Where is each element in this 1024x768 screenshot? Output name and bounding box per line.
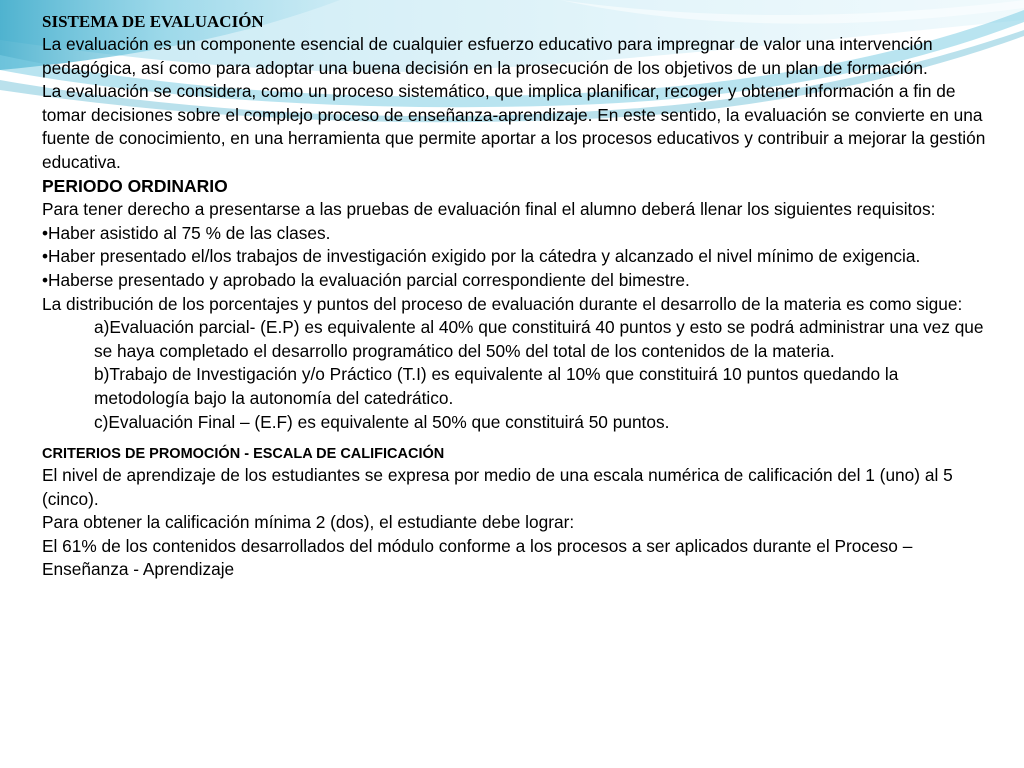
criterios-heading: CRITERIOS DE PROMOCIÓN - ESCALA DE CALIFICACIÓN bbox=[42, 446, 445, 463]
requisito-item: •Haberse presentado y aprobado la evaluación parcial correspondiente del bimestre. bbox=[42, 269, 690, 290]
requisito-item: •Haber asistido al 75 % de las clases. bbox=[42, 222, 331, 243]
distribucion-item-a: a)Evaluación parcial- (E.P) es equivalente al 40% que constituirá 40 puntos y esto se podrá administrar una vez que se haya completado el desarrollo programático del 50% del total de los contenidos de la materia. bbox=[94, 317, 984, 361]
distribucion-item-b: b)Trabajo de Investigación y/o Práctico (T.I) es equivalente al 10% que constituirá 10 puntos quedando la metodología bajo la autonomía del catedrático. bbox=[94, 364, 899, 408]
criterios-paragraph-3: El 61% de los contenidos desarrollados del módulo conforme a los procesos a ser aplicados durante el Proceso – Enseñanza - Aprendizaje bbox=[42, 535, 913, 580]
periodo-ordinario-heading: PERIODO ORDINARIO bbox=[42, 175, 228, 196]
distribucion-item-c: c)Evaluación Final – (E.F) es equivalente al 50% que constituirá 50 puntos. bbox=[94, 411, 670, 432]
criterios-paragraph-1: El nivel de aprendizaje de los estudiantes se expresa por medio de una escala numérica de calificación del 1 (uno) al 5 (cinco). bbox=[42, 465, 953, 509]
intro-paragraph-2: La evaluación se considera, como un proceso sistemático, que implica planificar, recoger y obtener información a fin de tomar decisiones sobre el complejo proceso de enseñanza-aprendizaje. En este sentido, la evaluación se convierte en una fuente de conocimiento, en una herramienta que permite aportar a los procesos educativos y contribuir a mejorar la gestión educativa. bbox=[42, 81, 986, 172]
distribucion-paragraph: La distribución de los porcentajes y puntos del proceso de evaluación durante el desarrollo de la materia es como sigue: bbox=[42, 293, 963, 314]
requisito-item: •Haber presentado el/los trabajos de investigación exigido por la cátedra y alcanzado el nivel mínimo de exigencia. bbox=[42, 246, 921, 267]
page-title: SISTEMA DE EVALUACIÓN bbox=[42, 12, 264, 31]
criterios-paragraph-2: Para obtener la calificación mínima 2 (dos), el estudiante debe lograr: bbox=[42, 512, 575, 533]
intro-paragraph-1: La evaluación es un componente esencial de cualquier esfuerzo educativo para impregnar de valor una intervención pedagógica, así como para adoptar una buena decisión en la prosecución de los objetivos de un plan de formación. bbox=[42, 34, 933, 78]
slide-body bbox=[42, 10, 992, 582]
periodo-lead: Para tener derecho a presentarse a las pruebas de evaluación final el alumno deberá llenar los siguientes requisitos: bbox=[42, 199, 936, 220]
